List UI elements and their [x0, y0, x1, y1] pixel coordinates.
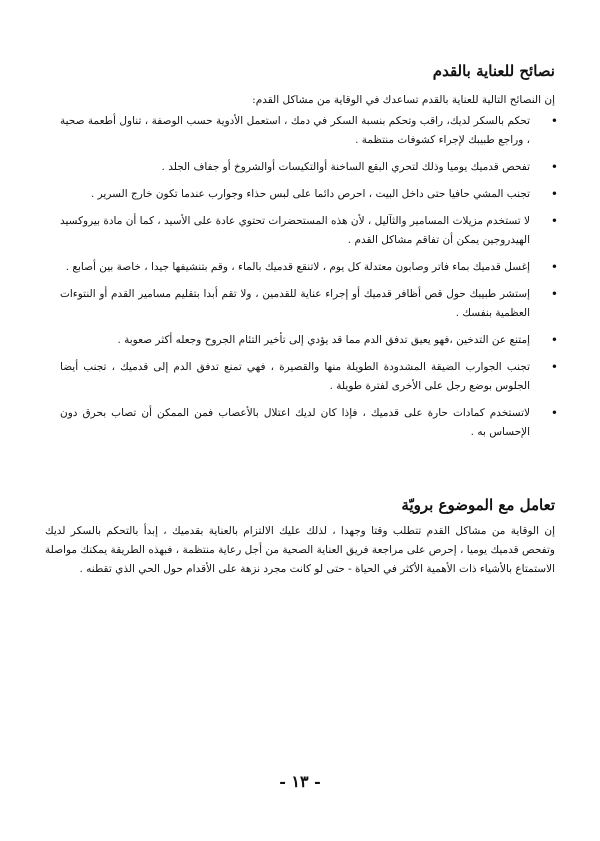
tip-item — [60, 258, 560, 277]
tip-item — [60, 185, 560, 204]
tip-item — [60, 331, 560, 350]
closing-paragraph: إن الوقاية من مشاكل القدم تتطلب وقتا وجهدا ، لذلك عليك الالتزام بالعناية بقدميك ، إبدأ بالتحكم بالسكر لديك وتفحص قدميك يوميا ، إحرص على مراجعة فريق العناية الصحية من أجل رعاية منتظمة ، فبهذه الطريقة يمكنك مواصلة الاستمتاع بالأشياء ذات الأهمية الأكثر في الحياة - حتى لو كانت مجرد نزهة على الأقدام حول الحي الذي تقطنه . — [45, 525, 555, 575]
bullet-icon: • — [550, 214, 558, 228]
tip-item — [60, 404, 560, 442]
bullet-icon: • — [550, 333, 558, 347]
bullet-icon: • — [550, 260, 558, 274]
bullet-icon: • — [550, 160, 558, 174]
tip-item — [60, 212, 560, 250]
tip-text: تحكم بالسكر لديك، راقب وتحكم بنسبة السكر في دمك ، استعمل الأدوية حسب الوصفة ، تناول أطعمة صحية ، وراجع طبيبك لإجراء كشوفات منتظمة . — [60, 115, 530, 146]
tip-item — [60, 112, 560, 150]
tip-text: إغسل قدميك بماء فاتر وصابون معتدلة كل يوم ، لاتنقع قدميك بالماء ، وقم بتنشيفها جيدا ، خاصة بين أصابع . — [65, 261, 530, 273]
section-title-foot-care-tips: نصائح للعناية بالقدم — [432, 62, 555, 80]
tip-text: تجنب الجوارب الضيقة المشدودة الطويلة منها والقصيرة ، فهي تمنع تدفق الدم إلى قدميك ، تجنب أيضا الجلوس بوضع رجل على الأخرى لفترة طويلة . — [60, 361, 530, 392]
tips-list — [60, 112, 560, 450]
intro-text: إن النصائح التالية للعناية بالقدم تساعدك في الوقاية من مشاكل القدم: — [252, 94, 555, 106]
page-number: - ١٣ - — [279, 772, 321, 791]
bullet-icon: • — [550, 287, 558, 301]
tip-item — [60, 158, 560, 177]
tip-text: تجنب المشي حافيا حتى داخل البيت ، احرص دائما على لبس حذاء وجوارب عندما تكون خارج السرير . — [90, 188, 530, 200]
tip-text: لا تستخدم مزيلات المسامير والثآليل ، لأن هذه المستحضرات تحتوي عادة على الأسيد ، كما أن مادة بيروكسيد الهيدروجين يمكن أن تفاقم مشاكل القدم . — [60, 215, 530, 246]
bullet-icon: • — [550, 114, 558, 128]
section-title-take-it-slow: تعامل مع الموضوع برويّة — [401, 496, 555, 514]
bullet-icon: • — [550, 360, 558, 374]
tip-text: لاتستخدم كمادات حارة على قدميك ، فإذا كان لديك اعتلال بالأعصاب فمن الممكن أن تصاب بحرق دون الإحساس به . — [60, 407, 530, 438]
tip-item — [60, 358, 560, 396]
tip-item — [60, 285, 560, 323]
tip-text: تفحص قدميك يوميا وذلك لتحري البقع الساخنة أوالتكيسات أوالشروخ أو جفاف الجلد . — [161, 161, 530, 173]
tip-text: إمتنع عن التدخين ،فهو يعيق تدفق الدم مما قد يؤدي إلى تأخير التئام الجروح وجعله أكثر صعوبة . — [117, 334, 530, 346]
bullet-icon: • — [550, 406, 558, 420]
tip-text: إستشر طبيبك حول قص أظافر قدميك أو إجراء عناية للقدمين ، ولا تقم أبدا بتقليم مسامير القدم أو النتوءات العظمية بنفسك . — [60, 288, 530, 319]
bullet-icon: • — [550, 187, 558, 201]
